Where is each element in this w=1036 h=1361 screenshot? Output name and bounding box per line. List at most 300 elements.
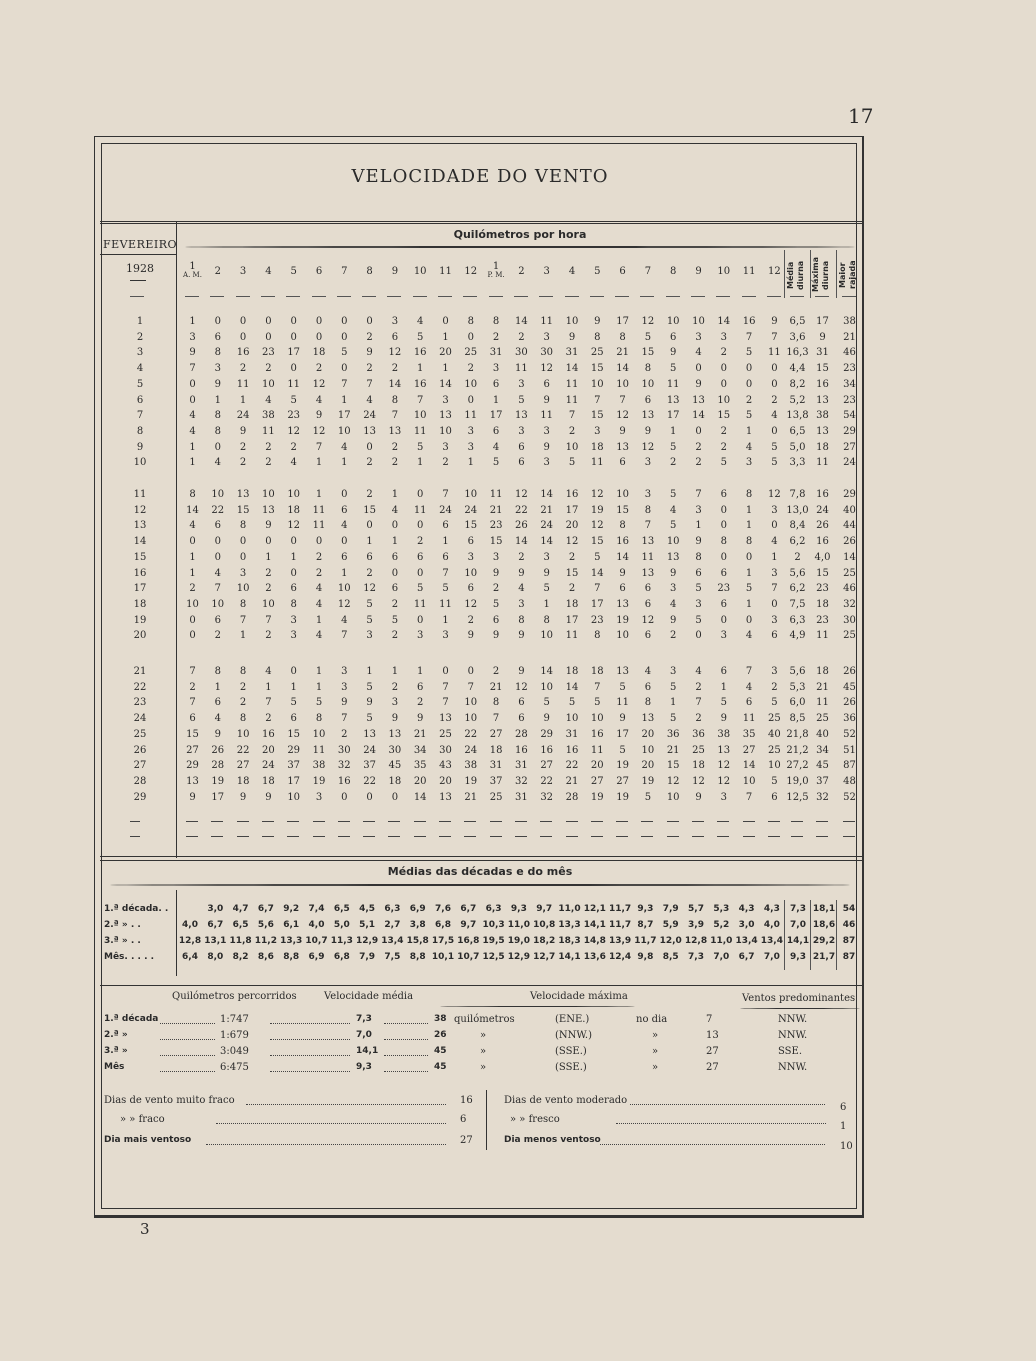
summary-cell: 7,0 xyxy=(790,920,806,930)
table-cell: 19 xyxy=(211,775,225,787)
table-cell: 6,0 xyxy=(789,697,806,709)
table-cell: 9 xyxy=(189,347,196,359)
table-cell: 6 xyxy=(214,331,221,343)
table-cell: 16 xyxy=(413,378,427,390)
table-cell: 87 xyxy=(843,760,856,772)
table-cell: 9 xyxy=(568,331,576,343)
footer-number: 3 xyxy=(140,1220,150,1238)
table-cell: 4,9 xyxy=(789,630,806,642)
table-cell: 5 xyxy=(442,583,449,595)
summary-cell: 6,7 xyxy=(738,952,755,962)
group-brace xyxy=(185,246,855,248)
summary-cell: 15,8 xyxy=(406,936,429,946)
day-label: 15 xyxy=(133,551,147,563)
table-cell: 0 xyxy=(189,614,196,626)
table-cell: 6 xyxy=(695,567,702,579)
table-cell: 37 xyxy=(287,760,301,772)
summary-cell: 6,4 xyxy=(182,952,198,962)
day-label: 18 xyxy=(133,598,147,610)
table-cell: 14 xyxy=(590,567,604,579)
table-cell: 4 xyxy=(771,410,778,422)
table-cell: 6 xyxy=(366,551,373,563)
table-cell: 5 xyxy=(594,697,601,709)
table-cell: 0 xyxy=(189,394,196,406)
table-cell: 4 xyxy=(670,504,677,516)
max-direction: (ENE.) xyxy=(555,1014,590,1025)
table-cell: 10 xyxy=(616,630,629,642)
table-cell: 13 xyxy=(692,394,705,406)
table-cell: 2 xyxy=(695,681,702,693)
table-cell: 7 xyxy=(771,583,778,595)
summary-header: Médias das décadas e do mês xyxy=(387,865,573,878)
table-cell: 3 xyxy=(771,614,778,626)
table-cell: 28 xyxy=(565,791,579,803)
table-cell: 29 xyxy=(287,744,301,756)
table-cell: 10 xyxy=(666,536,680,548)
table-cell: 2 xyxy=(442,457,449,469)
table-cell: 11 xyxy=(236,378,250,390)
table-cell: 19 xyxy=(590,791,604,803)
table-cell: 2 xyxy=(265,567,272,579)
table-cell: 9 xyxy=(518,567,525,579)
table-cell: 9 xyxy=(214,728,221,740)
summary-cell: 7,9 xyxy=(662,904,679,914)
table-cell: 12 xyxy=(666,775,680,787)
hour-header-23: 11 xyxy=(742,266,756,277)
rule-1 xyxy=(100,223,862,224)
table-cell: 16 xyxy=(816,489,829,500)
hour-header-7: 7 xyxy=(341,266,348,277)
table-cell: 5 xyxy=(745,410,753,422)
table-cell: 9 xyxy=(695,378,702,390)
table-cell: 25 xyxy=(768,744,781,756)
header-dash xyxy=(438,296,452,297)
table-cell: 5 xyxy=(670,713,677,725)
table-cell: 3 xyxy=(543,425,550,437)
table-cell: 12 xyxy=(717,775,731,787)
header-dash xyxy=(514,296,528,297)
table-cell: 10 xyxy=(312,728,326,740)
summary-cell: 14,1 xyxy=(786,936,810,946)
table-cell: 12 xyxy=(616,410,629,422)
table-cell: 27 xyxy=(540,760,554,772)
table-cell: 0 xyxy=(745,363,753,375)
table-cell: 7 xyxy=(442,681,449,693)
table-cell: 1 xyxy=(543,598,550,610)
summary-cell: 8,8 xyxy=(283,952,300,962)
table-cell: 4 xyxy=(341,520,348,532)
table-cell: 6 xyxy=(644,598,652,610)
table-cell: 3 xyxy=(290,630,297,642)
table-cell: 9 xyxy=(492,567,500,579)
table-cell: 13 xyxy=(262,504,275,516)
table-cell: 23 xyxy=(843,363,856,375)
table-cell: 1 xyxy=(391,666,399,677)
day-label: 9 xyxy=(136,441,144,453)
summary-cell: 4,3 xyxy=(763,904,780,914)
summary-cell: 13,3 xyxy=(558,920,581,930)
table-cell: 12 xyxy=(363,583,376,595)
table-cell: 10 xyxy=(666,316,680,327)
leader-dots xyxy=(616,1123,826,1124)
table-cell: 2 xyxy=(239,697,247,709)
table-cell: 6,5 xyxy=(789,425,806,437)
empty-dash xyxy=(641,836,653,837)
empty-dash xyxy=(768,836,780,837)
empty-dash xyxy=(791,821,803,822)
max-brace xyxy=(440,1006,635,1007)
table-cell: 31 xyxy=(489,347,503,359)
table-cell: 0 xyxy=(341,331,348,343)
table-cell: 1 xyxy=(745,520,753,532)
table-cell: 10 xyxy=(692,316,705,327)
table-cell: 12 xyxy=(590,520,604,532)
table-cell: 18 xyxy=(565,666,579,677)
table-cell: 14 xyxy=(843,551,856,563)
table-cell: 8 xyxy=(644,697,652,709)
page-number: 17 xyxy=(848,104,874,128)
empty-dash xyxy=(641,821,653,822)
table-cell: 30 xyxy=(540,347,554,359)
days-label-moderado: Dias de vento moderado xyxy=(504,1095,628,1106)
table-cell: 5 xyxy=(670,520,677,532)
table-cell: 2 xyxy=(239,681,247,693)
table-cell: 46 xyxy=(843,347,856,359)
month-rule xyxy=(100,254,176,255)
table-cell: 12 xyxy=(312,425,326,437)
table-cell: 5 xyxy=(670,681,677,693)
table-cell: 21 xyxy=(540,504,554,516)
table-cell: 0 xyxy=(720,363,727,375)
table-cell: 16 xyxy=(540,744,554,756)
table-cell: 12 xyxy=(641,614,655,626)
empty-dash xyxy=(515,821,527,822)
table-cell: 5 xyxy=(695,614,702,626)
summary-cell: 13,4 xyxy=(735,936,758,946)
table-cell: 12 xyxy=(717,760,731,772)
month-label: FEVEREIRO xyxy=(102,238,178,251)
summary-cell: 29,2 xyxy=(812,936,836,946)
table-cell: 23 xyxy=(843,394,856,406)
table-cell: 1 xyxy=(745,425,753,437)
table-cell: 20 xyxy=(439,347,452,359)
table-cell: 2 xyxy=(568,583,576,595)
summary-cell: 19,0 xyxy=(507,936,530,946)
table-cell: 30 xyxy=(515,347,528,359)
table-cell: 5 xyxy=(543,583,550,595)
empty-dash xyxy=(186,836,198,837)
table-cell: 3 xyxy=(695,331,702,343)
leader-dots xyxy=(384,1071,428,1072)
table-cell: 20 xyxy=(641,728,655,740)
summary-cell: 13,4 xyxy=(381,936,404,946)
table-cell: 16,3 xyxy=(786,347,809,359)
table-cell: 23 xyxy=(590,614,604,626)
table-cell: 7 xyxy=(619,394,626,406)
empty-dash xyxy=(237,821,249,822)
table-cell: 22 xyxy=(464,728,478,740)
km-value: 1:679 xyxy=(220,1030,249,1041)
empty-dash xyxy=(338,836,350,837)
table-cell: 2 xyxy=(265,713,272,725)
summary-cell: 3,8 xyxy=(409,920,426,930)
table-cell: 2 xyxy=(265,457,272,469)
table-cell: 34 xyxy=(843,378,856,390)
table-cell: 0 xyxy=(189,536,196,548)
hour-header-5: 5 xyxy=(290,266,297,277)
summary-cell: 46 xyxy=(842,920,856,930)
table-cell: 6 xyxy=(518,697,525,709)
table-cell: 9 xyxy=(543,713,550,725)
table-cell: 1 xyxy=(239,630,247,642)
summary-cell: 16,8 xyxy=(457,936,480,946)
predominant-wind: NNW. xyxy=(778,1014,808,1025)
summary-cell: 9,8 xyxy=(637,952,654,962)
table-cell: 0 xyxy=(695,630,702,642)
table-cell: 52 xyxy=(843,728,856,740)
table-cell: 11 xyxy=(565,394,579,406)
table-cell: 9 xyxy=(492,630,500,642)
day-label: 17 xyxy=(133,583,147,595)
table-cell: 0 xyxy=(720,551,727,563)
table-cell: 13 xyxy=(439,713,452,725)
table-cell: 2 xyxy=(189,583,196,595)
empty-dash xyxy=(743,821,755,822)
table-cell: 1 xyxy=(315,489,323,500)
table-cell: 10 xyxy=(717,394,731,406)
summary-cell: 4,0 xyxy=(182,920,198,930)
table-cell: 3 xyxy=(594,425,601,437)
table-cell: 14 xyxy=(717,316,731,327)
table-cell: 10 xyxy=(262,598,275,610)
table-cell: 17 xyxy=(816,316,829,327)
table-cell: 2 xyxy=(695,441,702,453)
table-cell: 7 xyxy=(594,681,601,693)
table-cell: 5 xyxy=(644,331,652,343)
table-cell: 7 xyxy=(189,697,196,709)
table-cell: 7 xyxy=(771,331,778,343)
header-dash xyxy=(565,296,579,297)
table-cell: 0 xyxy=(391,791,399,803)
table-cell: 0 xyxy=(745,551,753,563)
table-cell: 8 xyxy=(619,520,626,532)
table-cell: 25 xyxy=(439,728,452,740)
table-cell: 16 xyxy=(262,728,275,740)
summary-cell: 8,7 xyxy=(637,920,654,930)
table-cell: 35 xyxy=(742,728,756,740)
table-cell: 14 xyxy=(540,666,554,677)
table-cell: 37 xyxy=(816,775,829,787)
table-cell: 11 xyxy=(515,363,528,375)
table-cell: 2 xyxy=(670,457,677,469)
table-cell: 26 xyxy=(843,666,856,677)
table-cell: 22 xyxy=(565,760,579,772)
table-cell: 9 xyxy=(265,520,272,532)
table-cell: 6 xyxy=(644,630,652,642)
table-cell: 0 xyxy=(467,331,474,343)
table-cell: 10 xyxy=(236,583,250,595)
table-cell: 0 xyxy=(467,666,474,677)
table-cell: 4 xyxy=(315,598,323,610)
table-cell: 3 xyxy=(341,681,348,693)
table-cell: 6 xyxy=(670,331,677,343)
table-cell: 2 xyxy=(366,457,373,469)
table-cell: 6 xyxy=(518,441,525,453)
table-cell: 1 xyxy=(467,457,474,469)
empty-dash xyxy=(388,821,400,822)
summary-cell: 8,0 xyxy=(207,952,224,962)
table-cell: 11 xyxy=(641,551,655,563)
table-cell: 29 xyxy=(186,760,199,772)
table-cell: 40 xyxy=(843,504,856,516)
table-cell: 7 xyxy=(417,394,424,406)
table-cell: 3 xyxy=(492,551,500,563)
table-cell: 7 xyxy=(189,363,196,375)
table-cell: 19 xyxy=(312,775,326,787)
empty-dash xyxy=(566,821,578,822)
table-cell: 32 xyxy=(540,791,554,803)
summary-cell: 12,0 xyxy=(659,936,682,946)
summary-cell: 6,7 xyxy=(207,920,224,930)
table-cell: 0 xyxy=(214,536,221,548)
table-cell: 8 xyxy=(214,666,221,677)
table-cell: 7 xyxy=(745,331,753,343)
table-cell: 10 xyxy=(616,489,629,500)
table-cell: 36 xyxy=(843,713,856,725)
empty-dash xyxy=(262,836,274,837)
table-cell: 5 xyxy=(518,394,525,406)
table-cell: 7 xyxy=(214,583,221,595)
summary-cell: 6,9 xyxy=(409,904,426,914)
table-cell: 25 xyxy=(489,791,503,803)
header-dash xyxy=(815,296,829,297)
table-cell: 9 xyxy=(594,316,601,327)
table-cell: 25 xyxy=(692,744,705,756)
header-dash xyxy=(236,296,250,297)
summary-cell: 7,3 xyxy=(790,904,806,914)
table-cell: 21 xyxy=(843,331,856,343)
table-cell: 5 xyxy=(771,441,778,453)
table-cell: 7 xyxy=(315,441,323,453)
table-cell: 16 xyxy=(236,347,250,359)
empty-dash xyxy=(237,836,249,837)
table-cell: 8 xyxy=(745,489,753,500)
empty-dash xyxy=(464,821,476,822)
table-cell: 20 xyxy=(262,744,275,756)
header-dash xyxy=(286,296,300,297)
table-cell: 2 xyxy=(745,394,753,406)
table-cell: 3 xyxy=(518,425,525,437)
summary-cell: 9,7 xyxy=(536,904,553,914)
table-cell: 2 xyxy=(720,425,727,437)
table-cell: 0 xyxy=(290,567,297,579)
table-cell: 10 xyxy=(186,598,199,610)
day-label: 23 xyxy=(133,697,147,709)
table-cell: 7 xyxy=(239,614,247,626)
table-cell: 0 xyxy=(341,316,348,327)
summary-cell: 6,8 xyxy=(435,920,451,930)
hour-header-2: 2 xyxy=(214,266,221,277)
empty-dash xyxy=(540,821,552,822)
summary-cell: 11,8 xyxy=(229,936,252,946)
empty-dash xyxy=(439,821,451,822)
table-cell: 0 xyxy=(417,520,424,532)
table-cell: 0 xyxy=(720,378,727,390)
table-cell: 8,5 xyxy=(789,713,806,725)
extra-divider-1 xyxy=(810,250,811,298)
table-cell: 24 xyxy=(363,744,376,756)
table-cell: 11 xyxy=(262,425,275,437)
table-cell: 13 xyxy=(616,598,629,610)
table-cell: 24 xyxy=(236,410,250,422)
table-cell: 1 xyxy=(315,681,323,693)
table-cell: 13 xyxy=(363,425,376,437)
empty-dash xyxy=(616,821,628,822)
max-day: 7 xyxy=(706,1014,713,1025)
table-cell: 6 xyxy=(290,583,297,595)
table-cell: 10 xyxy=(464,567,478,579)
summary-cell: 7,0 xyxy=(763,952,780,962)
table-cell: 11 xyxy=(287,378,301,390)
table-cell: 7 xyxy=(695,697,702,709)
table-cell: 9 xyxy=(518,630,525,642)
summary-cell: 3,0 xyxy=(207,904,224,914)
table-cell: 9 xyxy=(644,425,652,437)
table-cell: 16 xyxy=(816,378,829,390)
table-cell: 21 xyxy=(565,775,579,787)
table-cell: 10 xyxy=(565,713,579,725)
empty-dash xyxy=(490,821,502,822)
table-cell: 30 xyxy=(439,744,452,756)
summary-cell: 11,7 xyxy=(608,904,632,914)
table-cell: 48 xyxy=(843,775,856,787)
table-cell: 13 xyxy=(515,410,528,422)
table-cell: 9 xyxy=(315,410,323,422)
summary-cell: 3,0 xyxy=(738,920,755,930)
leader-dots xyxy=(270,1071,350,1072)
table-cell: 19 xyxy=(616,791,629,803)
am-pm-label: P. M. xyxy=(487,271,505,279)
table-cell: 23 xyxy=(262,347,275,359)
table-cell: 25 xyxy=(843,567,856,579)
day-label: 29 xyxy=(133,791,147,803)
summary-brace xyxy=(110,884,850,886)
day-label: 22 xyxy=(133,681,147,693)
table-cell: 9 xyxy=(543,441,550,453)
table-cell: 5 xyxy=(290,697,297,709)
table-cell: 0 xyxy=(391,520,399,532)
avg-value: 7,3 xyxy=(356,1014,372,1024)
extra-header-1: Média diurna xyxy=(786,260,805,290)
table-cell: 21 xyxy=(666,744,680,756)
table-cell: 13 xyxy=(186,775,199,787)
table-cell: 1 xyxy=(391,489,399,500)
table-cell: 2 xyxy=(518,551,525,563)
rule-0 xyxy=(100,221,862,222)
table-cell: 18 xyxy=(590,441,604,453)
table-cell: 1 xyxy=(442,536,449,548)
empty-dash xyxy=(262,821,274,822)
table-cell: 11 xyxy=(312,504,326,516)
empty-dash xyxy=(130,821,140,822)
table-cell: 12 xyxy=(287,425,301,437)
leader-dots xyxy=(630,1104,825,1105)
day-dash xyxy=(130,296,144,297)
table-cell: 11 xyxy=(312,520,326,532)
empty-dash xyxy=(717,821,729,822)
bottom-row-label: 1.ª década xyxy=(104,1014,159,1024)
table-cell: 17 xyxy=(666,410,680,422)
